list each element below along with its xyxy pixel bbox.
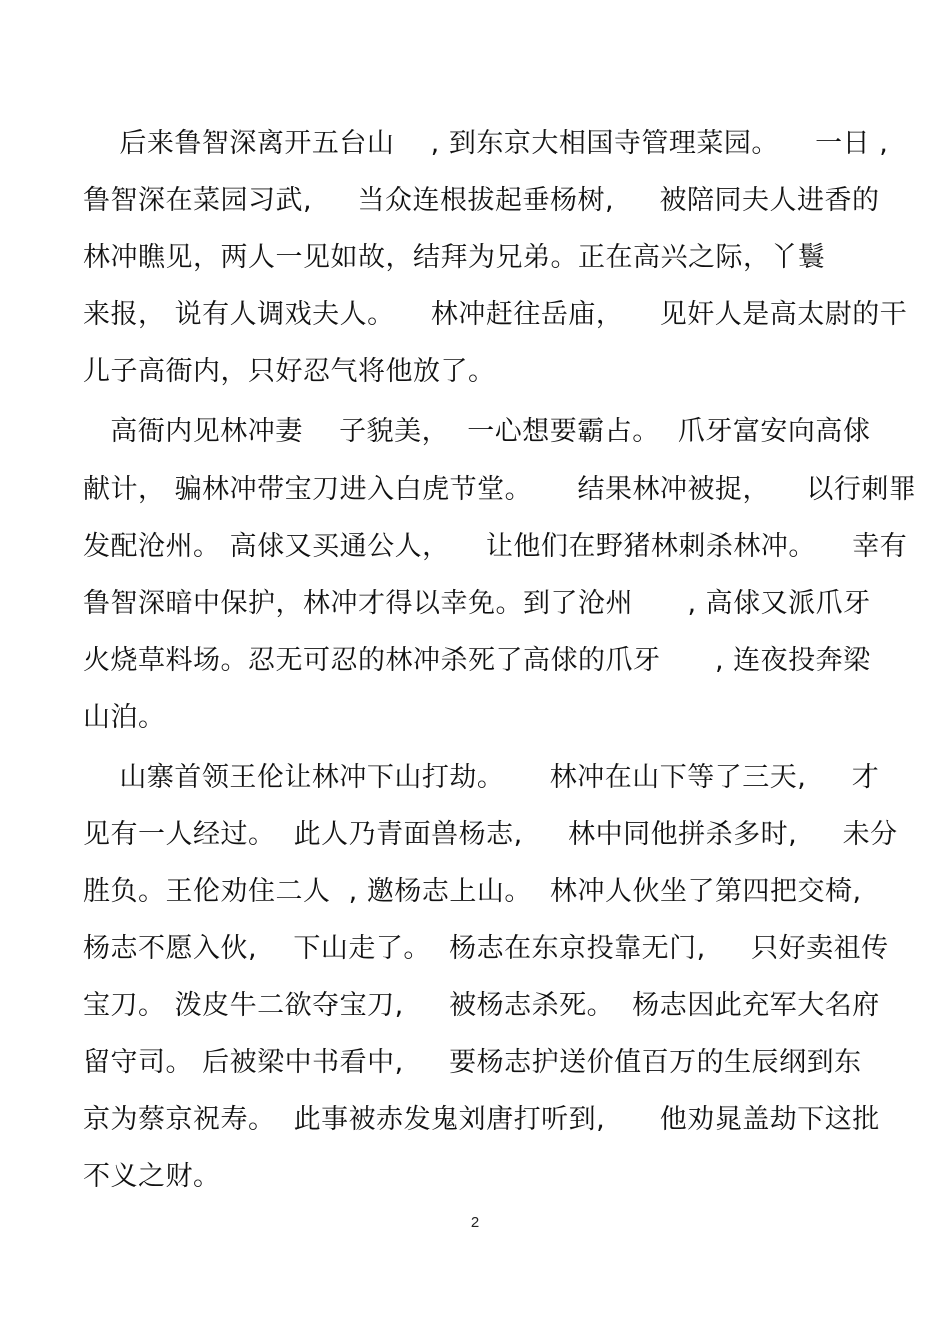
text-line: 发配沧州。 高俅又买通公人， 让他们在野猪林刺杀林冲。 幸有 [83,531,908,562]
text-line: 高衙内见林冲妻 子貌美， 一心想要霸占。 爪牙富安向高俅 [83,416,871,447]
text-line: 宝刀。 泼皮牛二欲夺宝刀, 被杨志杀死。 杨志因此充军大名府 [83,990,880,1021]
text-line: 杨志不愿入伙, 下山走了。 杨志在东京投靠无门, 只好卖祖传 [83,933,889,964]
text-line: 见有一人经过。 此人乃青面兽杨志, 林中同他拼杀多时, 未分 [83,819,898,850]
text-line: 留守司。 后被梁中书看中, 要杨志护送价值百万的生辰纲到东 [83,1047,862,1078]
text-line: 后来鲁智深离开五台山 , 到东京大相国寺管理菜园。 一日 , [83,128,889,159]
text-line: 儿子高衙内，只好忍气将他放了。 [83,356,496,387]
text-line: 火烧草料场。忍无可忍的林冲杀死了高俅的爪牙 , 连夜投奔梁 [83,645,871,676]
text-line: 胜负。王伦劝住二人 , 邀杨志上山。 林冲人伙坐了第四把交椅, [83,876,862,907]
text-line: 献计， 骗林冲带宝刀进入白虎节堂。 结果林冲被捉， 以行刺罪 [83,474,917,505]
page-number: 2 [470,1214,480,1231]
text-line: 京为蔡京祝寿。 此事被赤发鬼刘唐打听到, 他劝晁盖劫下这批 [83,1104,880,1135]
text-line: 山泊。 [83,702,166,733]
text-line: 林冲瞧见，两人一见如故，结拜为兄弟。正在高兴之际，丫鬟 [83,242,826,273]
text-line: 山寨首领王伦让林冲下山打劫。 林冲在山下等了三天, 才 [83,762,880,793]
text-line: 鲁智深暗中保护，林冲才得以幸免。到了沧州 , 高俅又派爪牙 [83,588,871,619]
text-line: 来报， 说有人调戏夫人。 林冲赶往岳庙， 见奸人是高太尉的干 [83,299,908,330]
text-line: 不义之财。 [83,1161,221,1192]
text-line: 鲁智深在菜园习武, 当众连根拔起垂杨树, 被陪同夫人进香的 [83,185,880,216]
